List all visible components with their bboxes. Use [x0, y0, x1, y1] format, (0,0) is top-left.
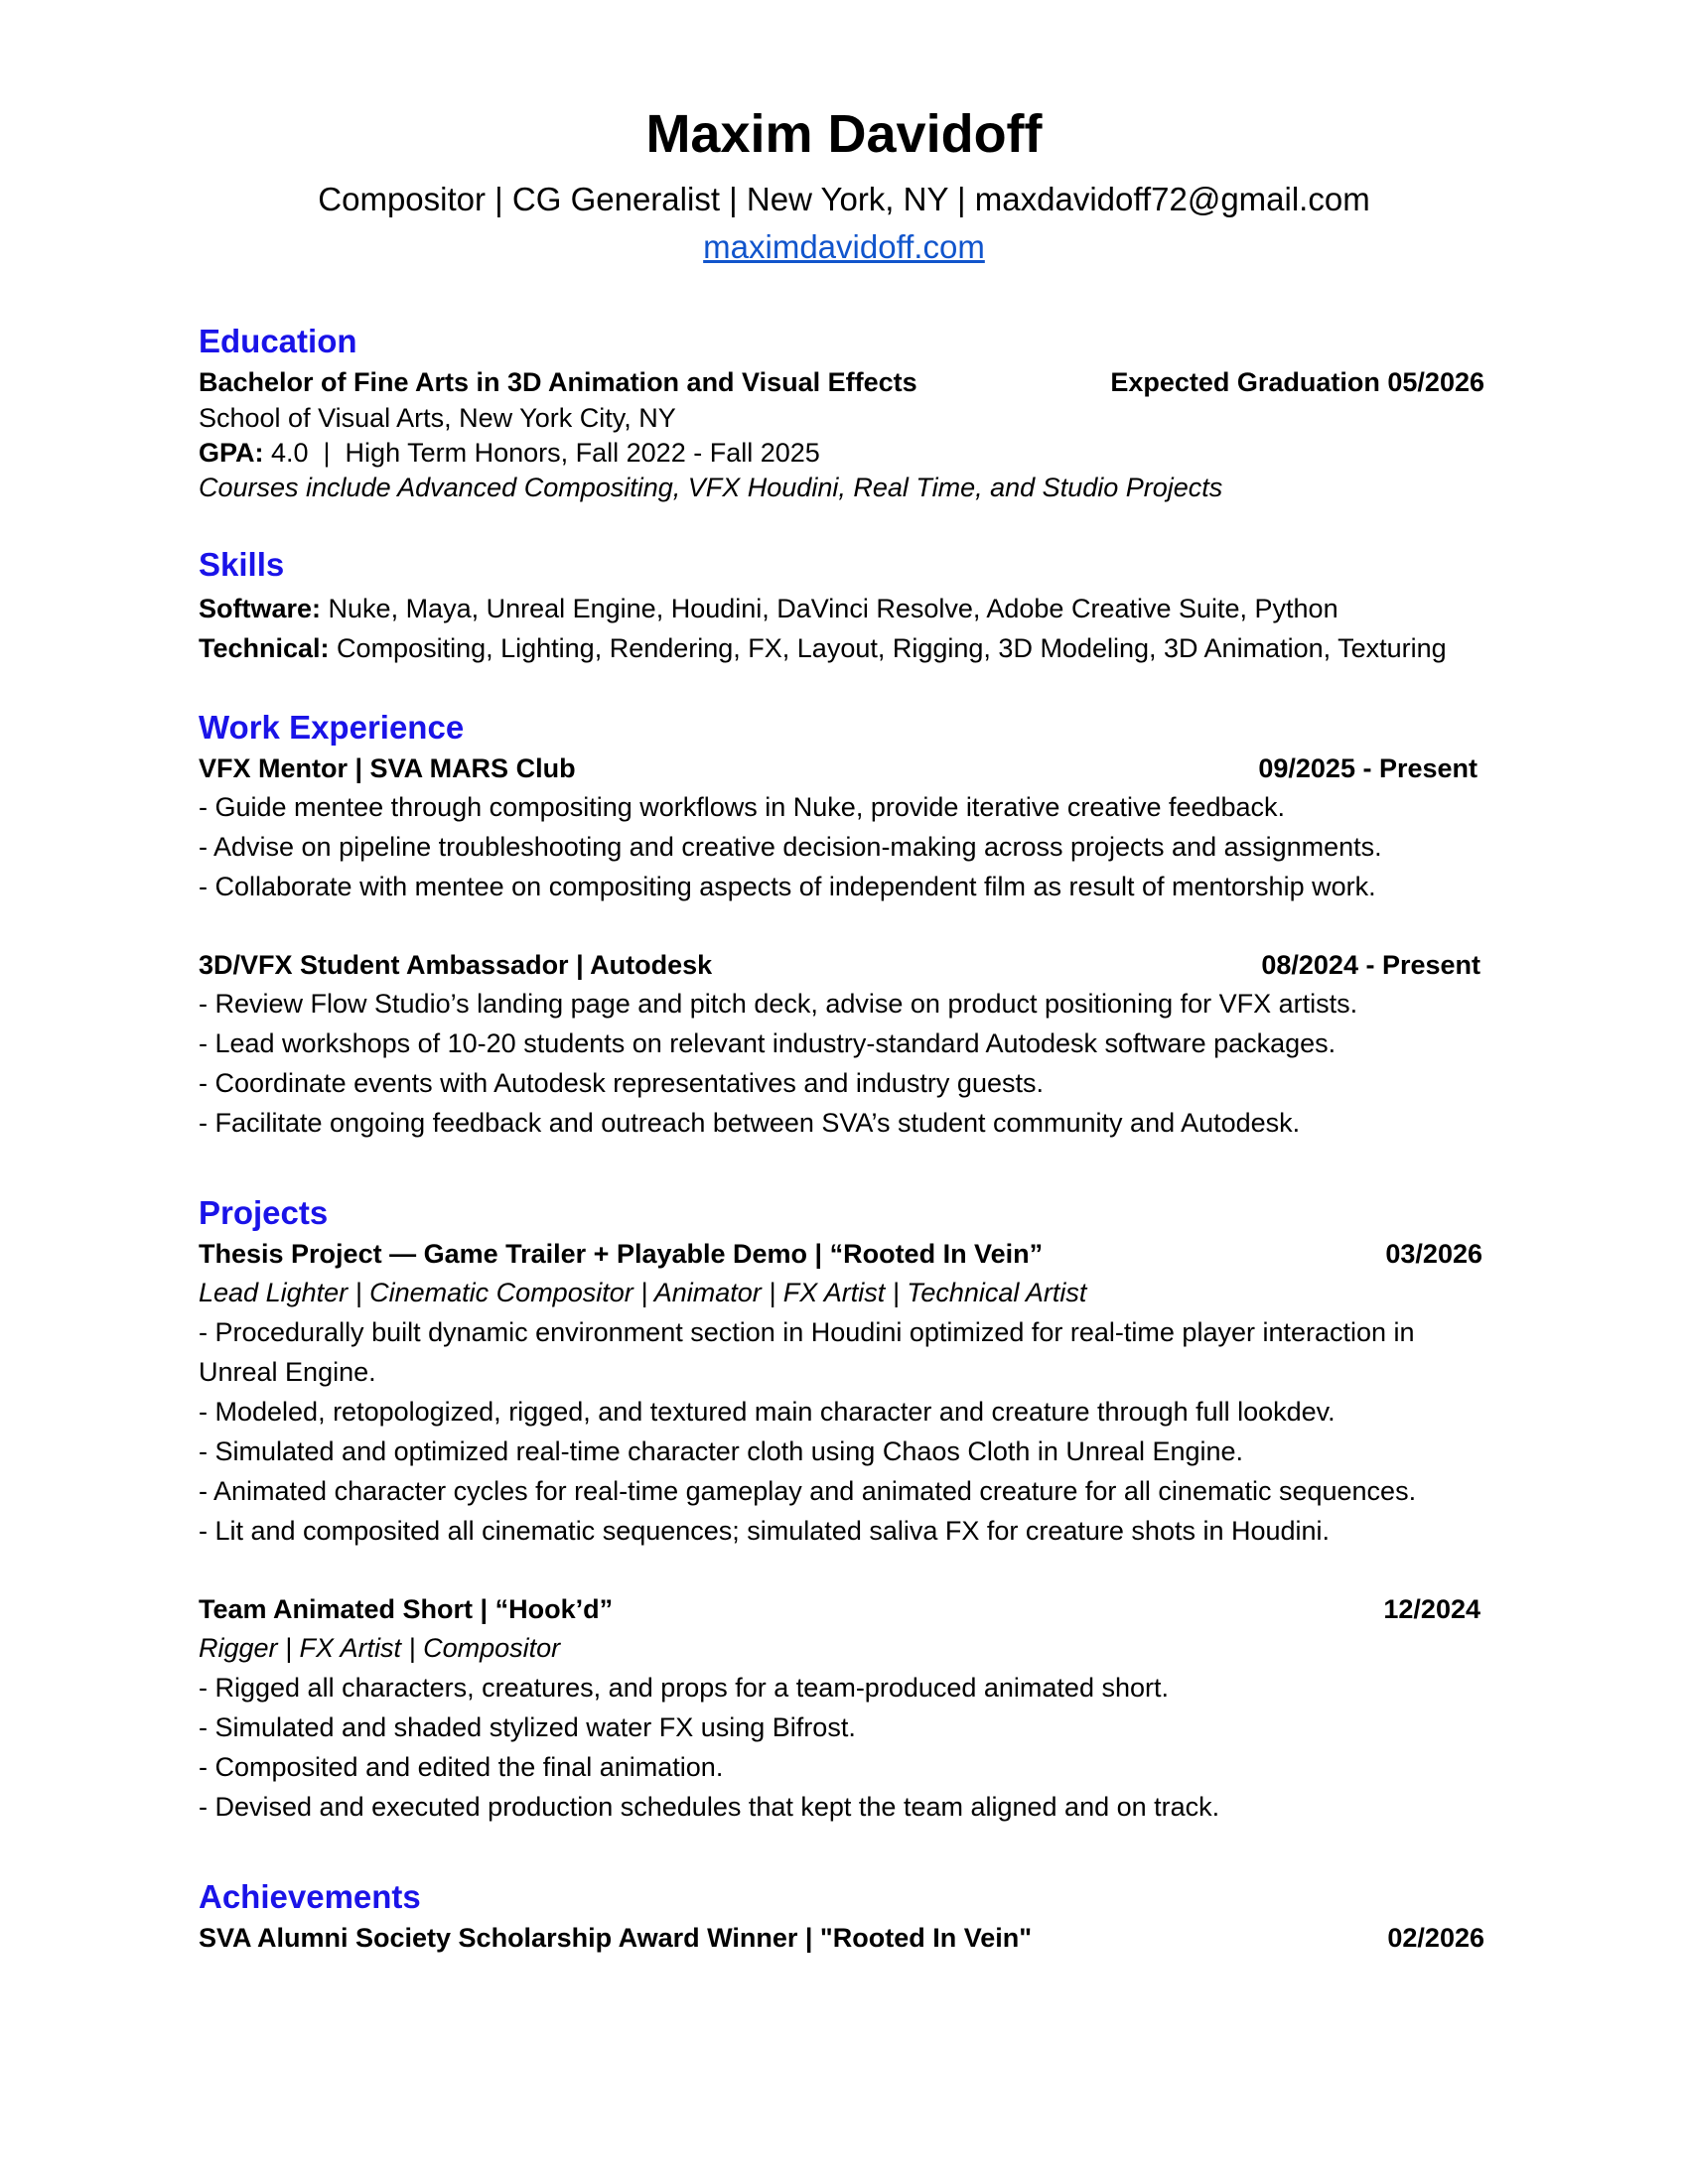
graduation-date: Expected Graduation 05/2026 — [1110, 367, 1484, 397]
achievements-section — [199, 1875, 1484, 1957]
project-roles: Lead Lighter | Cinematic Compositor | Animator | FX Artist | Technical Artist — [199, 1278, 1087, 1307]
job-dates: 08/2024 - Present — [1261, 950, 1480, 980]
job-role: VFX Mentor | SVA MARS Club — [199, 753, 576, 783]
work-section — [199, 706, 1484, 1143]
project-entry — [199, 1235, 1484, 1551]
education-section — [199, 320, 1484, 505]
job-dates: 09/2025 - Present — [1258, 753, 1477, 783]
project-bullet: - Modeled, retopologized, rigged, and textured main character and creature through full lookdev. — [199, 1397, 1336, 1427]
job-role: 3D/VFX Student Ambassador | Autodesk — [199, 950, 713, 980]
achievement-date: 02/2026 — [1387, 1923, 1484, 1953]
software-list: Nuke, Maya, Unreal Engine, Houdini, DaVinci Resolve, Adobe Creative Suite, Python — [321, 594, 1338, 623]
job-entry — [199, 750, 1484, 906]
project-bullet: - Devised and executed production schedules that kept the team aligned and on track. — [199, 1792, 1220, 1822]
technical-list: Compositing, Lighting, Rendering, FX, Layout, Rigging, 3D Modeling, 3D Animation, Texturing — [329, 633, 1447, 663]
project-header — [199, 1590, 1484, 1628]
job-entry — [199, 946, 1484, 1143]
candidate-name: Maxim Davidoff — [645, 104, 1043, 164]
section-title-skills: Skills — [199, 546, 285, 583]
technical-skills-line — [199, 628, 1484, 668]
job-bullet: - Collaborate with mentee on compositing aspects of independent film as result of mentorship work. — [199, 872, 1376, 901]
gpa-value: 4.0 | High Term Honors, Fall 2022 - Fall 2025 — [263, 438, 820, 468]
section-title-projects: Projects — [199, 1194, 329, 1231]
job-bullet: - Guide mentee through compositing workflows in Nuke, provide iterative creative feedback. — [199, 792, 1286, 822]
project-date: 03/2026 — [1385, 1239, 1482, 1269]
project-header — [199, 1235, 1484, 1273]
project-bullet: - Rigged all characters, creatures, and props for a team-produced animated short. — [199, 1673, 1169, 1703]
project-roles: Rigger | FX Artist | Compositor — [199, 1633, 561, 1663]
software-label: Software: — [199, 594, 322, 623]
section-title-work: Work Experience — [199, 709, 465, 746]
technical-label: Technical: — [199, 633, 330, 663]
website-line — [0, 224, 1688, 270]
job-bullet: - Coordinate events with Autodesk representatives and industry guests. — [199, 1068, 1044, 1098]
project-bullet: - Lit and composited all cinematic sequences; simulated saliva FX for creature shots in Houdini. — [199, 1516, 1331, 1546]
website-link[interactable]: maximdavidoff.com — [703, 228, 985, 265]
achievement-name: SVA Alumni Society Scholarship Award Winner | "Rooted In Vein" — [199, 1923, 1033, 1953]
degree-name: Bachelor of Fine Arts in 3D Animation and Visual Effects — [199, 367, 917, 397]
section-title-education: Education — [199, 323, 357, 359]
section-title-achievements: Achievements — [199, 1878, 421, 1915]
project-bullet: - Simulated and optimized real-time character cloth using Chaos Cloth in Unreal Engine. — [199, 1436, 1244, 1466]
job-bullet: - Advise on pipeline troubleshooting and creative decision-making across projects and assignments. — [199, 832, 1382, 862]
project-bullet: Unreal Engine. — [199, 1357, 376, 1387]
job-header — [199, 946, 1484, 984]
project-date: 12/2024 — [1383, 1594, 1480, 1624]
job-bullet: - Lead workshops of 10-20 students on relevant industry-standard Autodesk software packages. — [199, 1028, 1336, 1058]
contact-line: Compositor | CG Generalist | New York, NY | maxdavidoff72@gmail.com — [318, 181, 1370, 217]
project-bullet: - Animated character cycles for real-time gameplay and animated creature for all cinematic sequences. — [199, 1476, 1417, 1506]
job-bullet: - Facilitate ongoing feedback and outreach between SVA’s student community and Autodesk. — [199, 1108, 1301, 1138]
project-name: Team Animated Short | “Hook’d” — [199, 1594, 614, 1624]
project-bullet: - Composited and edited the final animation. — [199, 1752, 724, 1782]
courses-line: Courses include Advanced Compositing, VFX Houdini, Real Time, and Studio Projects — [199, 473, 1223, 502]
job-bullet: - Review Flow Studio’s landing page and pitch deck, advise on product positioning for VFX artists. — [199, 989, 1358, 1019]
software-skills-line — [199, 589, 1484, 628]
project-bullet: - Simulated and shaded stylized water FX using Bifrost. — [199, 1712, 856, 1742]
project-bullet: - Procedurally built dynamic environment section in Houdini optimized for real-time player interaction in — [199, 1317, 1415, 1347]
education-degree-row — [199, 363, 1484, 401]
gpa-line — [199, 436, 1484, 471]
skills-section — [199, 543, 1484, 668]
achievement-row — [199, 1919, 1484, 1957]
projects-section — [199, 1191, 1484, 1827]
project-name: Thesis Project — Game Trailer + Playable Demo | “Rooted In Vein” — [199, 1239, 1044, 1269]
school-line: School of Visual Arts, New York City, NY — [199, 403, 676, 433]
gpa-label: GPA: — [199, 438, 264, 468]
job-header — [199, 750, 1484, 787]
project-entry — [199, 1590, 1484, 1827]
